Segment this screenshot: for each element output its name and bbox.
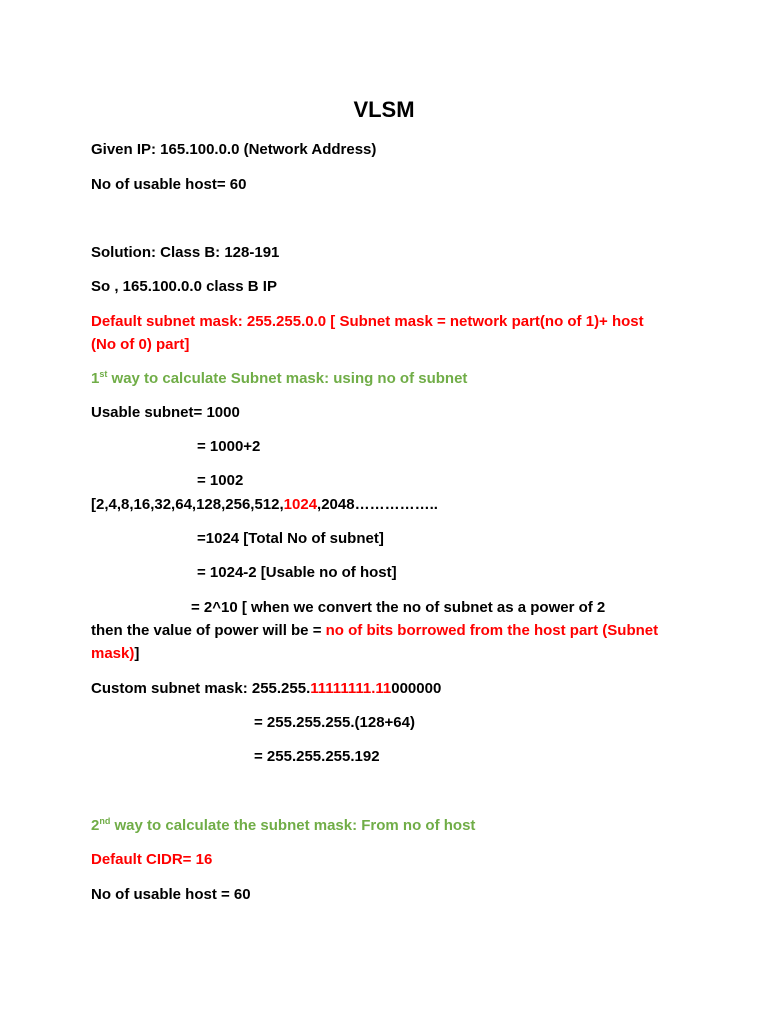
powers-highlight: 1024 bbox=[283, 496, 318, 513]
given-ip-line: Given IP: 165.100.0.0 (Network Address) bbox=[91, 141, 377, 158]
custom-mask-red: 11111111.11 bbox=[310, 680, 392, 697]
usable-host-line-2: No of usable host = 60 bbox=[91, 886, 251, 903]
powers-after: ,2048…………….. bbox=[317, 496, 438, 513]
custom-mask-line bbox=[91, 680, 441, 698]
power-line-3-end: ] bbox=[134, 645, 140, 662]
custom-mask-suffix: 000000 bbox=[391, 680, 442, 697]
power-line-1: = 2^10 [ when we convert the no of subnet as a power of 2 bbox=[191, 599, 606, 616]
way-1-text: way to calculate Subnet mask: using no of subnet bbox=[107, 370, 468, 387]
power-line-2 bbox=[91, 622, 658, 640]
way-2-ordinal: nd bbox=[99, 816, 111, 826]
power-line-3 bbox=[91, 645, 139, 663]
default-mask-line-1: Default subnet mask: 255.255.0.0 [ Subnet mask = network part(no of 1)+ host bbox=[91, 313, 644, 330]
default-mask-line-2: (No of 0) part] bbox=[91, 336, 190, 353]
solution-line: Solution: Class B: 128-191 bbox=[91, 244, 280, 261]
power-line-2-red: no of bits borrowed from the host part (Subnet bbox=[325, 622, 659, 639]
class-b-line: So , 165.100.0.0 class B IP bbox=[91, 278, 277, 295]
usable-subnet-line: Usable subnet= 1000 bbox=[91, 404, 240, 421]
eq-1024-usable: = 1024-2 [Usable no of host] bbox=[197, 564, 397, 581]
eq-1002: = 1002 bbox=[197, 472, 244, 489]
powers-before: [2,4,8,16,32,64,128,256,512, bbox=[91, 496, 284, 513]
custom-mask-prefix: Custom subnet mask: 255.255. bbox=[91, 680, 311, 697]
power-line-2-start: then the value of power will be = bbox=[91, 622, 326, 639]
eq-1024-total: =1024 [Total No of subnet] bbox=[197, 530, 384, 547]
page-title: VLSM bbox=[353, 97, 415, 122]
default-cidr-line: Default CIDR= 16 bbox=[91, 851, 213, 868]
eq-128-64: = 255.255.255.(128+64) bbox=[254, 714, 415, 731]
powers-of-two-line bbox=[91, 496, 438, 514]
way-1-number: 1 bbox=[91, 370, 100, 387]
eq-1000-plus-2: = 1000+2 bbox=[197, 438, 261, 455]
way-2-heading bbox=[91, 817, 475, 835]
way-1-heading bbox=[91, 370, 467, 388]
power-line-3-red: mask) bbox=[91, 645, 135, 662]
way-1-ordinal: st bbox=[99, 369, 108, 379]
way-2-number: 2 bbox=[91, 817, 100, 834]
usable-host-line: No of usable host= 60 bbox=[91, 176, 247, 193]
way-2-text: way to calculate the subnet mask: From no of host bbox=[110, 817, 476, 834]
eq-192: = 255.255.255.192 bbox=[254, 748, 380, 765]
